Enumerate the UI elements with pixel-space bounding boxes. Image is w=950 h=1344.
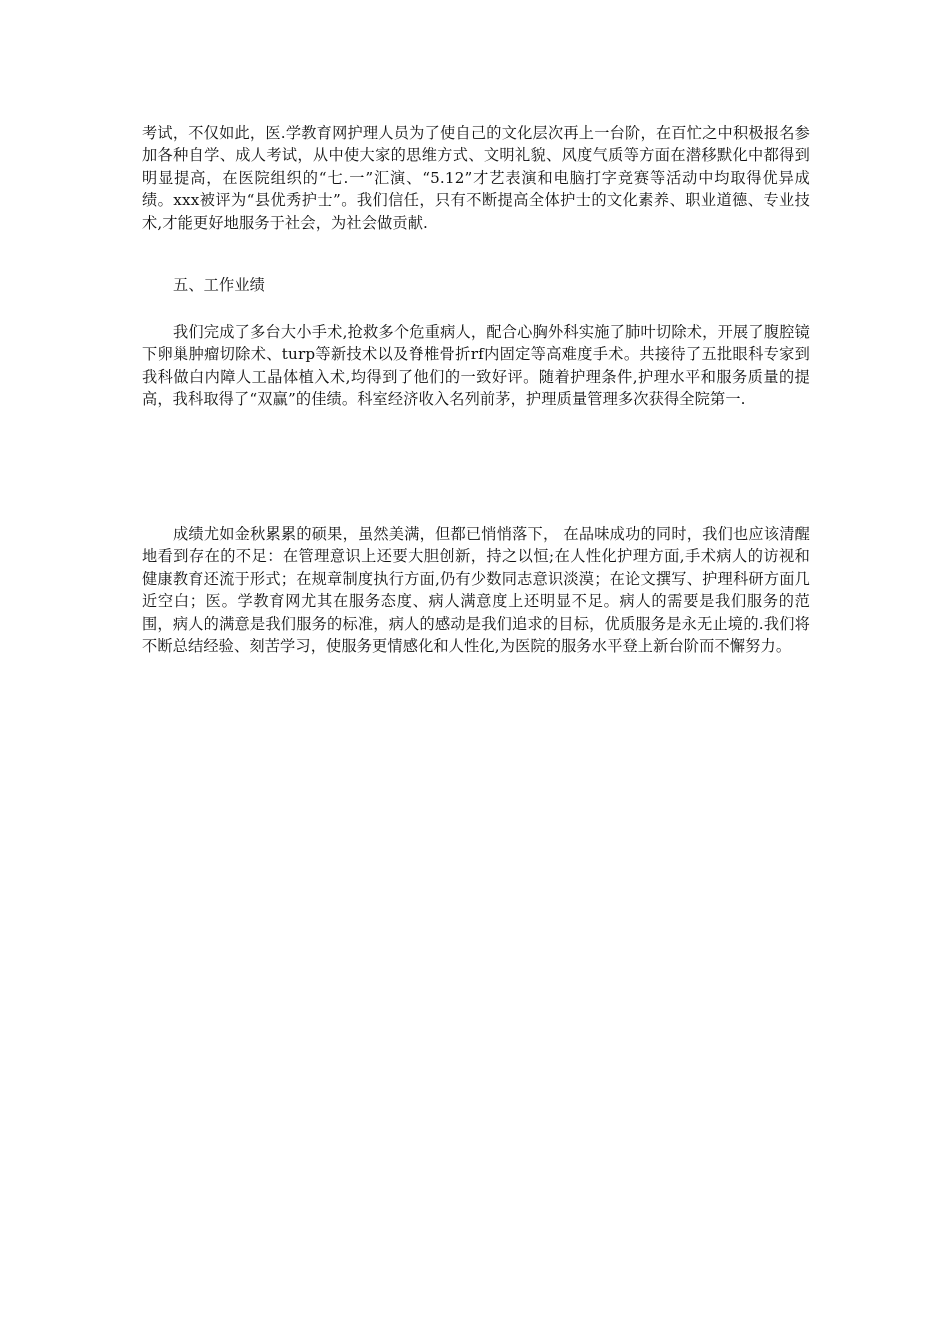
section-heading-work-achievements: 五、工作业绩 [173,276,266,294]
paragraph-education: 考试，不仅如此，医.学教育网护理人员为了使自己的文化层次再上一台阶，在百忙之中积极报名参加各种自学、成人考试，从中使大家的思维方式、文明礼貌、风度气质等方面在潜移默化中都得到明显提高，在医院组织的“七.一”汇演、“5.12”才艺表演和电脑打字竞赛等活动中均取得优异成绩。xxx被评为“县优秀护士”。我们信任，只有不断提高全体护士的文化素养、职业道德、专业技术,才能更好地服务于社会，为社会做贡献. [142,124,810,232]
paragraph-shortcomings: 成绩尤如金秋累累的硕果，虽然美满，但都已悄悄落下， 在品味成功的同时，我们也应该清醒地看到存在的不足：在管理意识上还要大胆创新，持之以恒;在人性化护理方面,手术病人的访视和健康教育还流于形式；在规章制度执行方面,仍有少数同志意识淡漠；在论文撰写、护理科研方面几近空白；医。学教育网尤其在服务态度、病人满意度上还明显不足。病人的需要是我们服务的范围，病人的满意是我们服务的标准，病人的感动是我们追求的目标，优质服务是永无止境的.我们将不断总结经验、刻苦学习，使服务更情感化和人性化,为医院的服务水平登上新台阶而不懈努力。 [142,525,810,656]
paragraph-achievements: 我们完成了多台大小手术,抢救多个危重病人，配合心胸外科实施了肺叶切除术，开展了腹腔镜下卵巢肿瘤切除术、turp等新技术以及脊椎骨折rf内固定等高难度手术。共接待了五批眼科专家到我科做白内障人工晶体植入术,均得到了他们的一致好评。随着护理条件,护理水平和服务质量的提高，我科取得了“双赢”的佳绩。科室经济收入名列前茅，护理质量管理多次获得全院第一. [142,323,810,409]
